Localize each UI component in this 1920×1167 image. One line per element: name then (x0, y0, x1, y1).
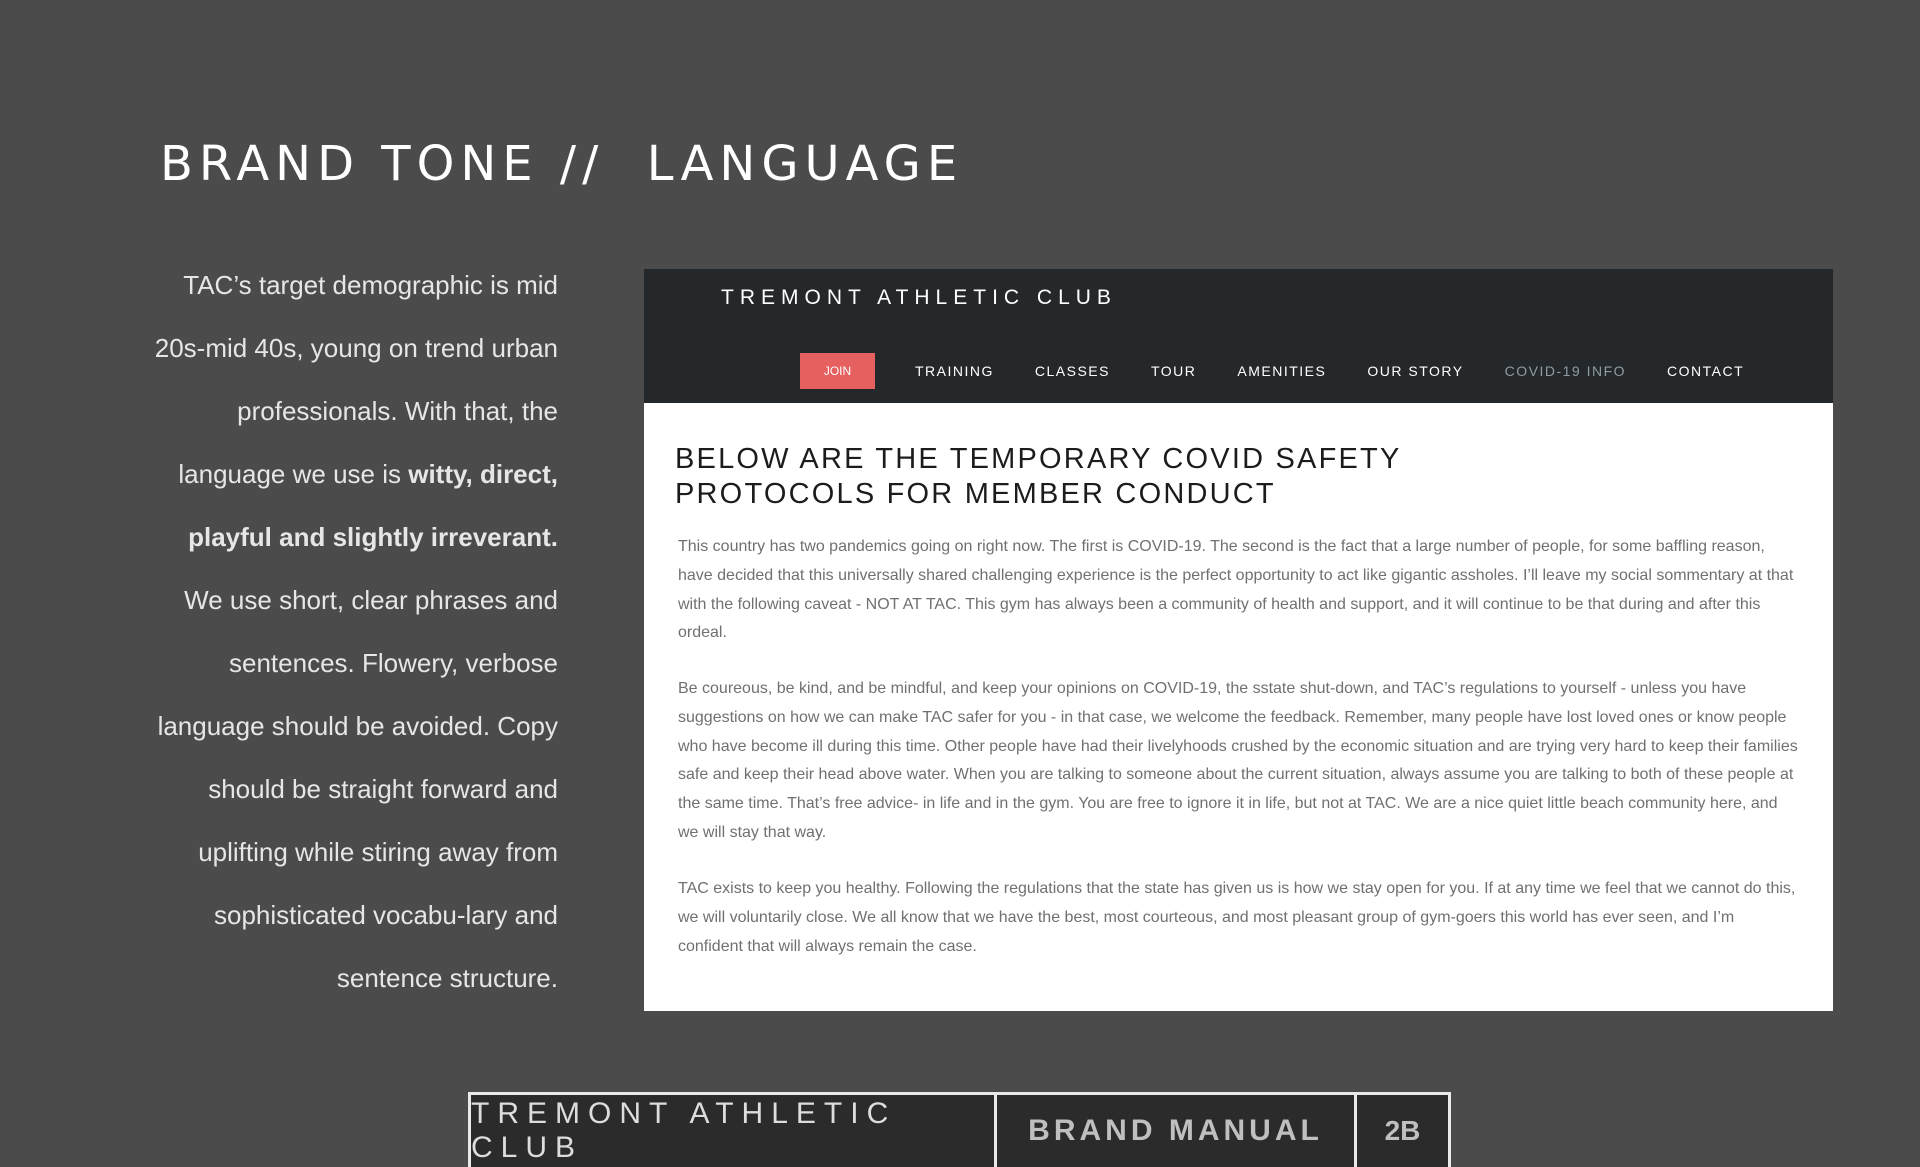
covid-paragraph-1: This country has two pandemics going on right now. The first is COVID-19. The second is the fact that a large number of people, for some baffling reason, have decided that this universally shared challenging experience is the perfect opportunity to act like gigantic assholes. I’ll leave my social sommentary at that with the following caveat - NOT AT TAC. This gym has always been a community of health and support, and it will continue to be that during and after this ordeal. (678, 538, 1794, 642)
covid-paragraph-3: TAC exists to keep you healthy. Following the regulations that the state has given us is how we stay open for you. If at any time we feel that we cannot do this, we will voluntarily close. We all know that we have the best, most courteous, and most pleasant group of gym-goers this world has ever seen, and I’m confident that will always remain the case. (678, 880, 1796, 955)
covid-heading-line-1: BELOW ARE THE TEMPORARY COVID SAFETY (675, 443, 1402, 475)
nav-item-our-story[interactable]: OUR STORY (1367, 363, 1464, 379)
intro-text-1: TAC’s target demographic is mid 20s-mid 40s, young on trend urban professionals. With that, the language we use is (154, 270, 558, 489)
intro-bold-text: witty, direct, playful and slightly irreverant. (188, 459, 558, 552)
site-header (644, 269, 1833, 403)
covid-paragraph-2: Be coureous, be kind, and be mindful, and keep your opinions on COVID-19, the sstate shut-down, and TAC’s regulations to yourself - unless you have suggestions on how we can make TAC safer for you - in that case, we welcome the feedback. Remember, many people have lost loved ones or know people who have become ill during this time. Other people have had their livelyhoods crushed by the economic situation and are trying very hard to keep their families safe and keep their head above water. When you are talking to someone about the current situation, always assume you are talking to both of these people at the same time. That’s free advice- in life and in the gym. You are free to ignore it in life, but not at TAC. We are a nice quiet little beach community here, and we will stay that way. (678, 680, 1798, 841)
covid-heading (675, 442, 1675, 512)
page-title: BRAND TONE // LANGUAGE (160, 136, 964, 192)
website-mockup (644, 269, 1833, 1011)
nav-item-covid-info[interactable]: COVID-19 INFO (1504, 363, 1627, 379)
nav-item-tour[interactable]: TOUR (1150, 363, 1197, 379)
intro-paragraph (150, 254, 558, 1010)
footer-club-name: TREMONT ATHLETIC CLUB (471, 1095, 997, 1167)
site-logo[interactable]: TREMONT ATHLETIC CLUB (721, 286, 1117, 309)
covid-heading-line-2: PROTOCOLS FOR MEMBER CONDUCT (675, 478, 1276, 510)
join-button[interactable]: JOIN (800, 353, 875, 389)
nav-item-contact[interactable]: CONTACT (1667, 363, 1745, 379)
intro-text-2: We use short, clear phrases and sentences. Flowery, verbose language should be avoided. Copy should be straight forward and uplifting while stiring away from sophisticated vocabu-lary and sentence structure. (157, 585, 558, 993)
footer-brand-manual: BRAND MANUAL (997, 1095, 1357, 1167)
nav-item-amenities[interactable]: AMENITIES (1237, 363, 1327, 379)
brand-footer (468, 1092, 1451, 1167)
nav-item-training[interactable]: TRAINING (915, 363, 994, 379)
footer-page-number: 2B (1384, 1115, 1421, 1146)
nav-item-classes[interactable]: CLASSES (1034, 363, 1110, 379)
site-nav (800, 353, 1744, 389)
